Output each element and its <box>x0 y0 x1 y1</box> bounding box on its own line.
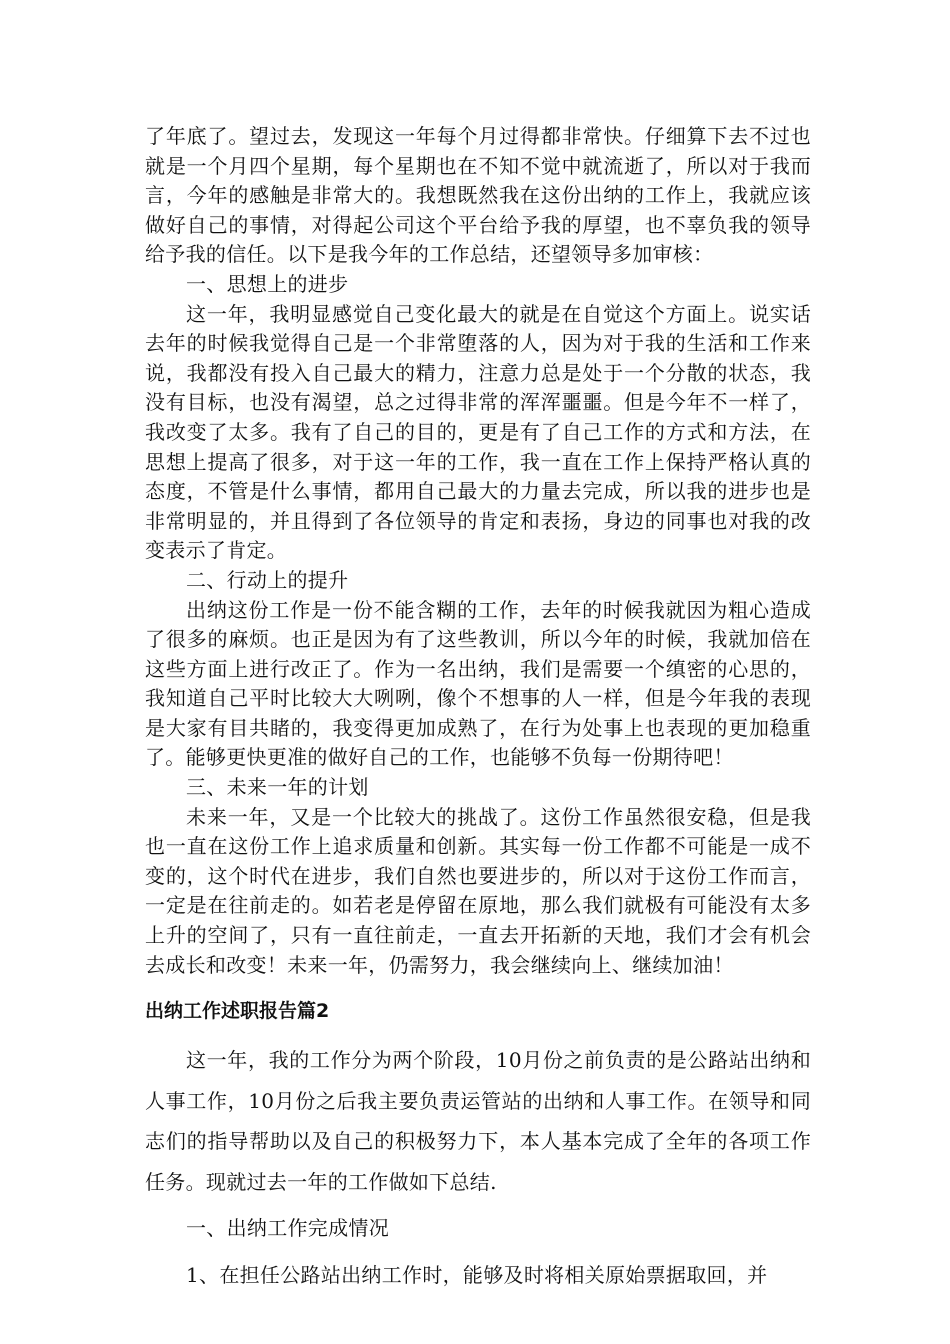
paragraph: 这一年，我明显感觉自己变化最大的就是在自觉这个方面上。说实话去年的时候我觉得自己是一个非常堕落的人，因为对于我的生活和工作来说，我都没有投入自己最大的精力，注意力总是处于一个分散的状态，我没有目标，也没有渴望，总之过得非常的浑浑噩噩。但是今年不一样了，我改变了太多。我有了自己的目的，更是有了自己工作的方式和方法，在思想上提高了很多，对于这一年的工作，我一直在工作上保持严格认真的态度，不管是什么事情，都用自己最大的力量去完成，所以我的进步也是非常明显的，并且得到了各位领导的肯定和表扬，身边的同事也对我的改变表示了肯定。 <box>145 301 811 563</box>
article-heading: 出纳工作述职报告篇2 <box>145 1000 330 1023</box>
document-page <box>145 122 811 1301</box>
section-part-1 <box>145 122 811 980</box>
section-part-2 <box>145 1040 811 1295</box>
paragraph: 了年底了。望过去，发现这一年每个月过得都非常快。仔细算下去不过也就是一个月四个星期，每个星期也在不知不觉中就流逝了，所以对于我而言，今年的感触是非常大的。我想既然我在这份出纳的工作上，我就应该做好自己的事情，对得起公司这个平台给予我的厚望，也不辜负我的领导给予我的信任。以下是我今年的工作总结，还望领导多加审核： <box>145 124 811 267</box>
paragraph: 1、在担任公路站出纳工作时，能够及时将相关原始票据取回，并 <box>186 1262 768 1287</box>
section-heading-cashier: 一、出纳工作完成情况 <box>186 1216 389 1241</box>
paragraph: 这一年，我的工作分为两个阶段，10月份之前负责的是公路站出纳和人事工作，10月份之后我主要负责运管站的出纳和人事工作。在领导和同志们的指导帮助以及自己的积极努力下，本人基本完成了全年的各项工作任务。现就过去一年的工作做如下总结. <box>145 1048 811 1194</box>
paragraph: 出纳这份工作是一份不能含糊的工作，去年的时候我就因为粗心造成了很多的麻烦。也正是因为有了这些教训，所以今年的时候，我就加倍在这些方面上进行改正了。作为一名出纳，我们是需要一个缜密的心思的，我知道自己平时比较大大咧咧，像个不想事的人一样，但是今年我的表现是大家有目共睹的，我变得更加成熟了，在行为处事上也表现的更加稳重了。能够更快更准的做好自己的工作，也能够不负每一份期待吧！ <box>145 597 811 770</box>
section-heading-plan: 三、未来一年的计划 <box>186 775 369 800</box>
paragraph: 未来一年，又是一个比较大的挑战了。这份工作虽然很安稳，但是我也一直在这份工作上追求质量和创新。其实每一份工作都不可能是一成不变的，这个时代在进步，我们自然也要进步的，所以对于这份工作而言，一定是在往前走的。如若老是停留在原地，那么我们就极有可能没有太多上升的空间了，只有一直往前走，一直去开拓新的天地，我们才会有机会去成长和改变！未来一年，仍需努力，我会继续向上、继续加油！ <box>145 804 811 977</box>
section-heading-thought: 一、思想上的进步 <box>186 271 349 296</box>
section-heading-action: 二、行动上的提升 <box>186 567 349 592</box>
